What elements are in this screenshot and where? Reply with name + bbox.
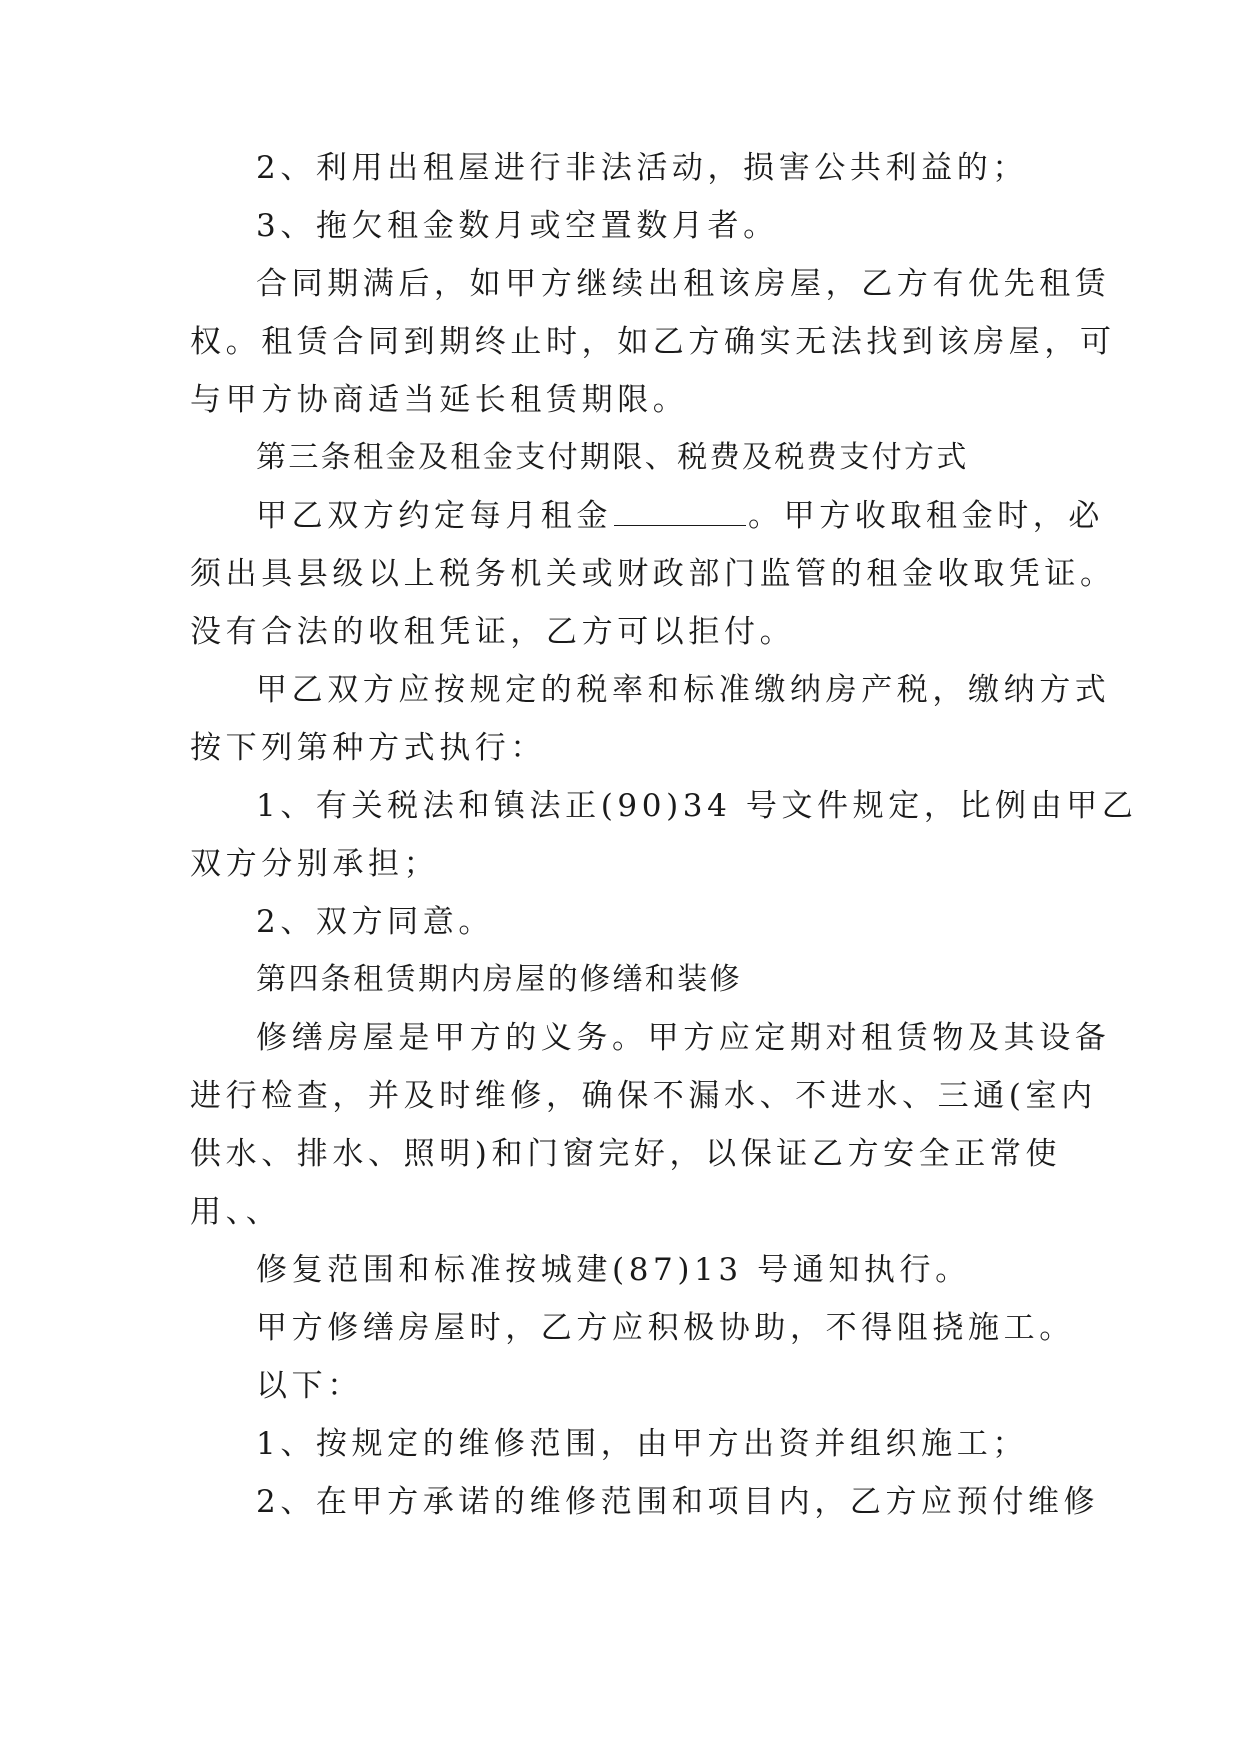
- text-line: 3、拖欠租金数月或空置数月者。: [256, 208, 779, 244]
- text-line: 供水、排水、照明)和门窗完好，以保证乙方安全正常使: [190, 1136, 1062, 1172]
- text-line: [256, 496, 1104, 536]
- text-line: 双方分别承担；: [190, 846, 440, 882]
- text-line: 甲方修缮房屋时，乙方应积极协助，不得阻挠施工。: [256, 1310, 1075, 1346]
- text-line: 2、利用出租屋进行非法活动，损害公共利益的；: [256, 150, 1028, 186]
- text-line: 没有合法的收租凭证，乙方可以拒付。: [190, 614, 796, 650]
- text-line: 修复范围和标准按城建(87)13 号通知执行。: [256, 1252, 971, 1288]
- text-fragment: 甲乙双方约定每月租金: [256, 498, 612, 534]
- text-line: 进行检查，并及时维修，确保不漏水、不进水、三通(室内: [190, 1078, 1097, 1114]
- text-line: 用、、: [190, 1194, 282, 1230]
- text-line: 2、双方同意。: [256, 904, 494, 940]
- section-heading: 第三条租金及租金支付期限、税费及税费支付方式: [256, 440, 969, 475]
- text-fragment: 。甲方收取租金时，必: [748, 498, 1104, 534]
- text-line: 与甲方协商适当延长租赁期限。: [190, 382, 689, 418]
- text-line: 权。租赁合同到期终止时，如乙方确实无法找到该房屋，可: [190, 324, 1116, 360]
- text-line: 须出具县级以上税务机关或财政部门监管的租金收取凭证。: [190, 556, 1116, 592]
- text-line: 合同期满后，如甲方继续出租该房屋，乙方有优先租赁: [256, 266, 1111, 302]
- text-line: 甲乙双方应按规定的税率和标准缴纳房产税，缴纳方式: [256, 672, 1111, 708]
- text-line: 按下列第种方式执行：: [190, 730, 546, 766]
- text-line: 2、在甲方承诺的维修范围和项目内，乙方应预付维修: [256, 1484, 1100, 1520]
- text-line: 1、按规定的维修范围，由甲方出资并组织施工；: [256, 1426, 1028, 1462]
- text-line: 修缮房屋是甲方的义务。甲方应定期对租赁物及其设备: [256, 1020, 1111, 1056]
- text-line: 以下：: [256, 1368, 363, 1404]
- section-heading: 第四条租赁期内房屋的修缮和装修: [256, 962, 742, 997]
- text-line: 1、有关税法和镇法正(90)34 号文件规定，比例由甲乙: [256, 788, 1138, 824]
- fill-in-blank: [614, 499, 746, 526]
